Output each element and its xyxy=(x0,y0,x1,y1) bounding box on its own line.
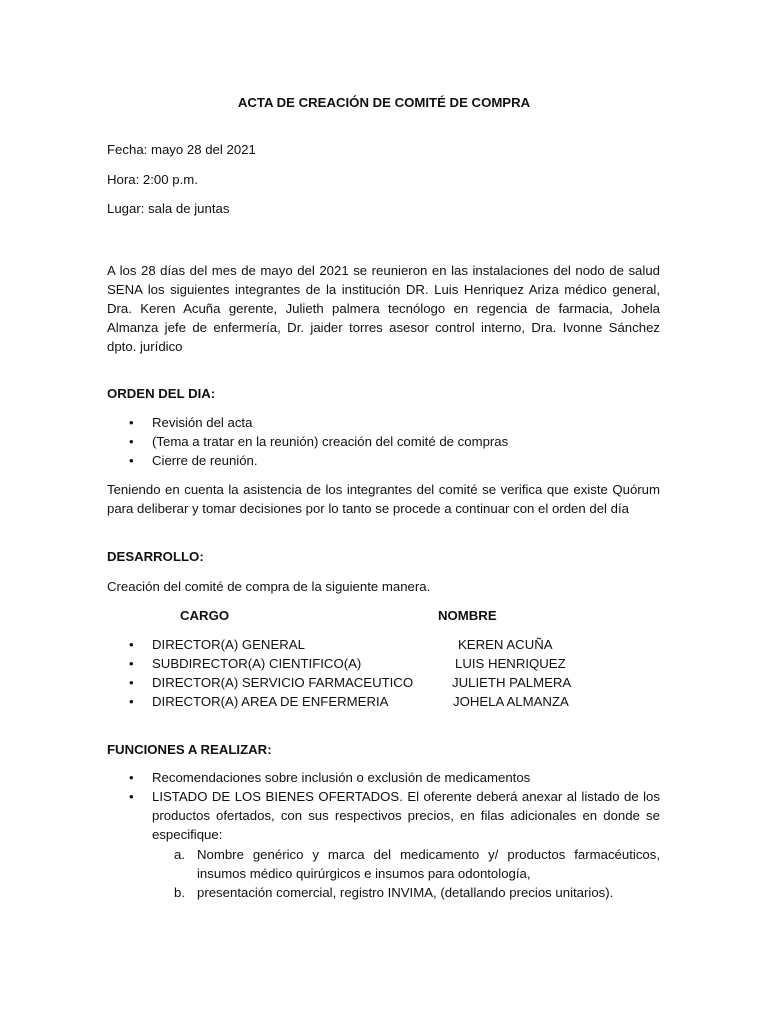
subitem-text: Nombre genérico y marca del medicamento y/ productos farmacéuticos, insumos médico quirúrgicos e insumos para odontología, xyxy=(197,847,660,881)
nombre-cell: JOHELA ALMANZA xyxy=(453,694,569,709)
funcion-item: Recomendaciones sobre inclusión o exclusión de medicamentos xyxy=(152,770,531,785)
nombre-cell: JULIETH PALMERA xyxy=(452,675,572,690)
subitem-marker: b. xyxy=(174,885,185,900)
bullet-mark: • xyxy=(129,415,134,430)
funciones-heading: FUNCIONES A REALIZAR: xyxy=(107,742,272,757)
orden-item: Revisión del acta xyxy=(152,415,253,430)
nombre-cell: LUIS HENRIQUEZ xyxy=(455,656,566,671)
bullet-mark: • xyxy=(129,637,134,652)
cargo-cell: DIRECTOR(A) AREA DE ENFERMERIA xyxy=(152,694,389,709)
bullet-mark: • xyxy=(129,694,134,709)
nombre-cell: KEREN ACUÑA xyxy=(458,637,553,652)
col-cargo-header: CARGO xyxy=(180,608,230,623)
funcion-item: LISTADO DE LOS BIENES OFERTADOS. El oferente deberá anexar al listado de los productos ofertados, con sus respectivos precios, en filas adicionales en donde se especifique: xyxy=(152,789,660,842)
subitem-text: presentación comercial, registro INVIMA, (detallando precios unitarios). xyxy=(197,885,614,900)
lugar-line: Lugar: sala de juntas xyxy=(107,201,230,216)
document-title: ACTA DE CREACIÓN DE COMITÉ DE COMPRA xyxy=(237,95,531,110)
bullet-mark: • xyxy=(129,770,134,785)
bullet-mark: • xyxy=(129,656,134,671)
subitem-marker: a. xyxy=(174,847,185,862)
hora-line: Hora: 2:00 p.m. xyxy=(107,172,198,187)
cargo-cell: SUBDIRECTOR(A) CIENTIFICO(A) xyxy=(152,656,362,671)
bullet-mark: • xyxy=(129,789,134,804)
col-nombre-header: NOMBRE xyxy=(438,608,497,623)
intro-paragraph: A los 28 días del mes de mayo del 2021 se reunieron en las instalaciones del nodo de salud SENA los siguientes integrantes de la institución DR. Luis Henriquez Ariza médico general, Dra. Keren Acuña gerente, Julieth palmera tecnólogo en regencia de farmacia, Johela Almanza jefe de enfermería, Dr. jaider torres asesor control interno, Dra. Ivonne Sánchez dpto. jurídico xyxy=(107,263,660,354)
orden-heading: ORDEN DEL DIA: xyxy=(107,386,216,401)
bullet-mark: • xyxy=(129,453,134,468)
desarrollo-heading: DESARROLLO: xyxy=(107,549,204,564)
cargo-cell: DIRECTOR(A) GENERAL xyxy=(152,637,305,652)
bullet-mark: • xyxy=(129,434,134,449)
desarrollo-text: Creación del comité de compra de la siguiente manera. xyxy=(107,579,431,594)
fecha-line: Fecha: mayo 28 del 2021 xyxy=(107,142,256,157)
quorum-paragraph: Teniendo en cuenta la asistencia de los integrantes del comité se verifica que existe Quórum para deliberar y tomar decisiones por lo tanto se procede a continuar con el orden del día xyxy=(107,482,660,516)
bullet-mark: • xyxy=(129,675,134,690)
orden-item: (Tema a tratar en la reunión) creación del comité de compras xyxy=(152,434,509,449)
orden-item: Cierre de reunión. xyxy=(152,453,258,468)
cargo-cell: DIRECTOR(A) SERVICIO FARMACEUTICO xyxy=(152,675,414,690)
